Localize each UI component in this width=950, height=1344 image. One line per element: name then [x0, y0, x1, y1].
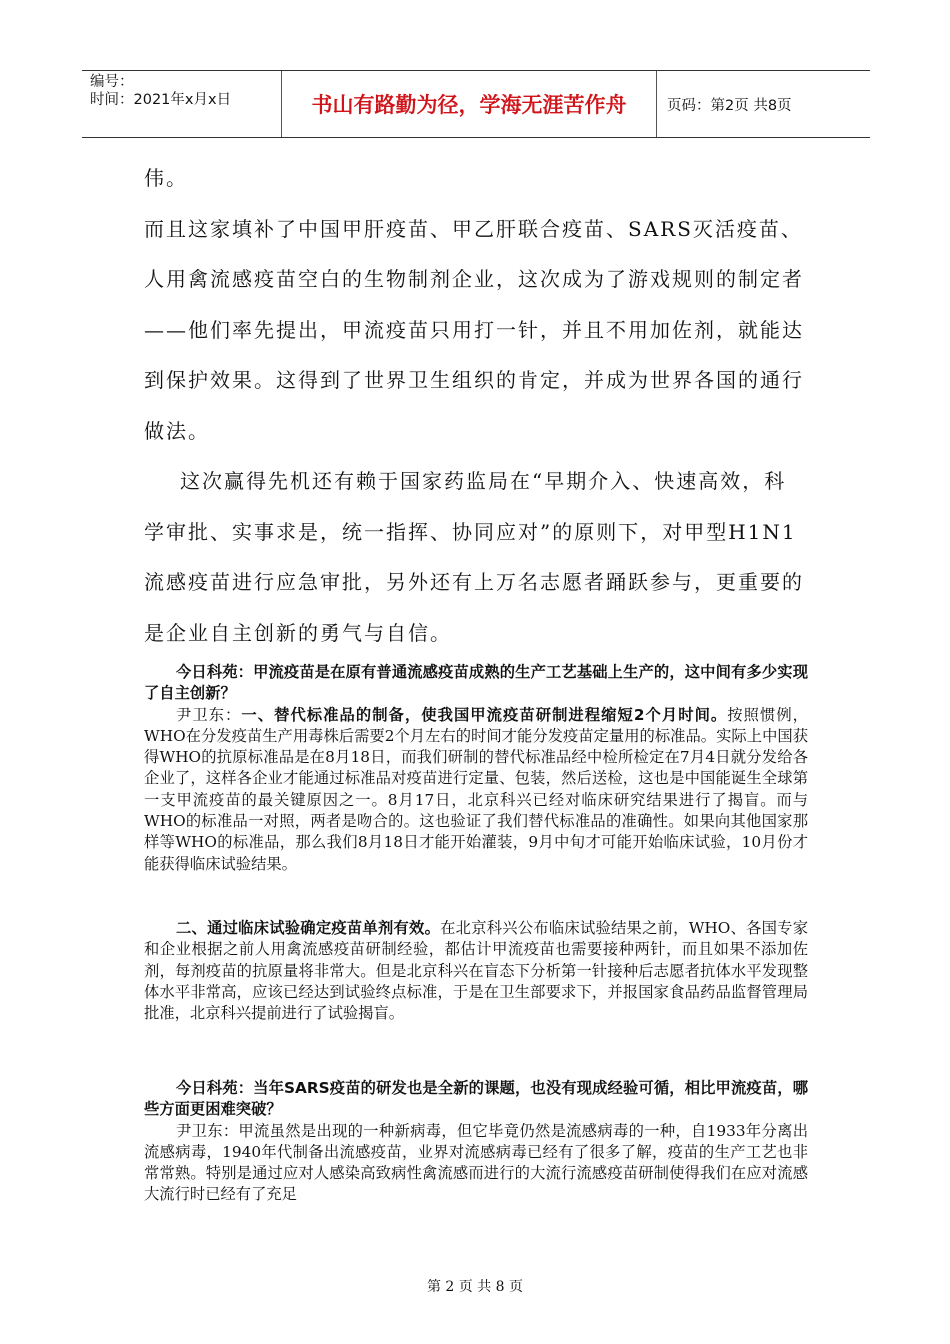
header-meta [82, 71, 282, 137]
page-header [82, 70, 870, 138]
question-1: 今日科苑：甲流疫苗是在原有普通流感疫苗成熟的生产工艺基础上生产的，这中间有多少实现了自主创新？ [144, 663, 808, 703]
paragraph: 这次赢得先机还有赖于国家药监局在“早期介入、快速高效，科学审批、实事求是，统一指挥、协同应对”的原则下，对甲型H1N1流感疫苗进行应急审批，另外还有上万名志愿者踊跃参与，更重要的是企业自主创新的勇气与自信。 [144, 469, 804, 645]
answer-2 [144, 918, 808, 1024]
speaker: 尹卫东： [176, 705, 242, 724]
time-label: 时间：2021年x月x日 [90, 92, 232, 108]
question-2: 今日科苑：当年SARS疫苗的研发也是全新的课题，也没有现成经验可循，相比甲流疫苗，哪些方面更困难突破？ [144, 1079, 808, 1119]
answer-2-heading: 二、通过临床试验确定疫苗单剂有效。 [176, 919, 441, 937]
answer-1-heading: 一、替代标准品的制备，使我国甲流疫苗研制进程缩短2个月时间。 [241, 705, 728, 724]
answer-1 [144, 705, 808, 875]
paragraph: 伟。 [144, 166, 188, 190]
interview-block-3 [144, 1078, 808, 1206]
paragraph: 而且这家填补了中国甲肝疫苗、甲乙肝联合疫苗、SARS灭活疫苗、人用禽流感疫苗空白的生物制剂企业，这次成为了游戏规则的制定者——他们率先提出，甲流疫苗只用打一针，并且不用加佐剂，就能达到保护效果。这得到了世界卫生组织的肯定，并成为世界各国的通行做法。 [144, 216, 804, 443]
header-motto: 书山有路勤为径，学海无涯苦作舟 [282, 71, 657, 137]
answer-2-text: 在北京科兴公布临床试验结果之前，WHO、各国专家和企业根据之前人用禽流感疫苗研制经验，都估计甲流疫苗也需要接种两针，而且如果不添加佐剂，每剂疫苗的抗原量将非常大。但是北京科兴在盲态下分析第一针接种后志愿者抗体水平发现整体水平非常高，应该已经达到试验终点标准，于是在卫生部要求下，并报国家食品药品监督管理局批准，北京科兴提前进行了试验揭盲。 [144, 919, 808, 1023]
body-large-text [144, 153, 808, 658]
answer-1-text: 按照惯例，WHO在分发疫苗生产用毒株后需要2个月左右的时间才能分发疫苗定量用的标准品。实际上中国获得WHO的抗原标准品是在8月18日，而我们研制的替代标准品经中检所检定在7月4日就分发给各企业了，这样各企业才能通过标准品对疫苗进行定量、包装，然后送检，这也是中国能诞生全球第一支甲流疫苗的最关键原因之一。8月17日，北京科兴已经对临床研究结果进行了揭盲。而与WHO的标准品一对照，两者是吻合的。这也验证了我们替代标准品的准确性。如果向其他国家那样等WHO的标准品，那么我们8月18日才能开始灌装，9月中旬才可能开始临床试验，10月份才能获得临床试验结果。 [144, 705, 808, 873]
header-page-info: 页码：第2页 共8页 [667, 97, 792, 114]
number-label: 编号： [90, 74, 134, 90]
page-footer: 第 2 页 共 8 页 [426, 1279, 524, 1295]
interview-block-1 [144, 662, 808, 875]
answer-3: 尹卫东：甲流虽然是出现的一种新病毒，但它毕竟仍然是流感病毒的一种，自1933年分离出流感病毒，1940年代制备出流感疫苗，业界对流感病毒已经有了很多了解，疫苗的生产工艺也非常常熟。特别是通过应对人感染高致病性禽流感而进行的大流行流感疫苗研制使得我们在应对流感大流行时已经有了充足 [144, 1121, 808, 1204]
interview-block-2 [144, 918, 808, 1024]
